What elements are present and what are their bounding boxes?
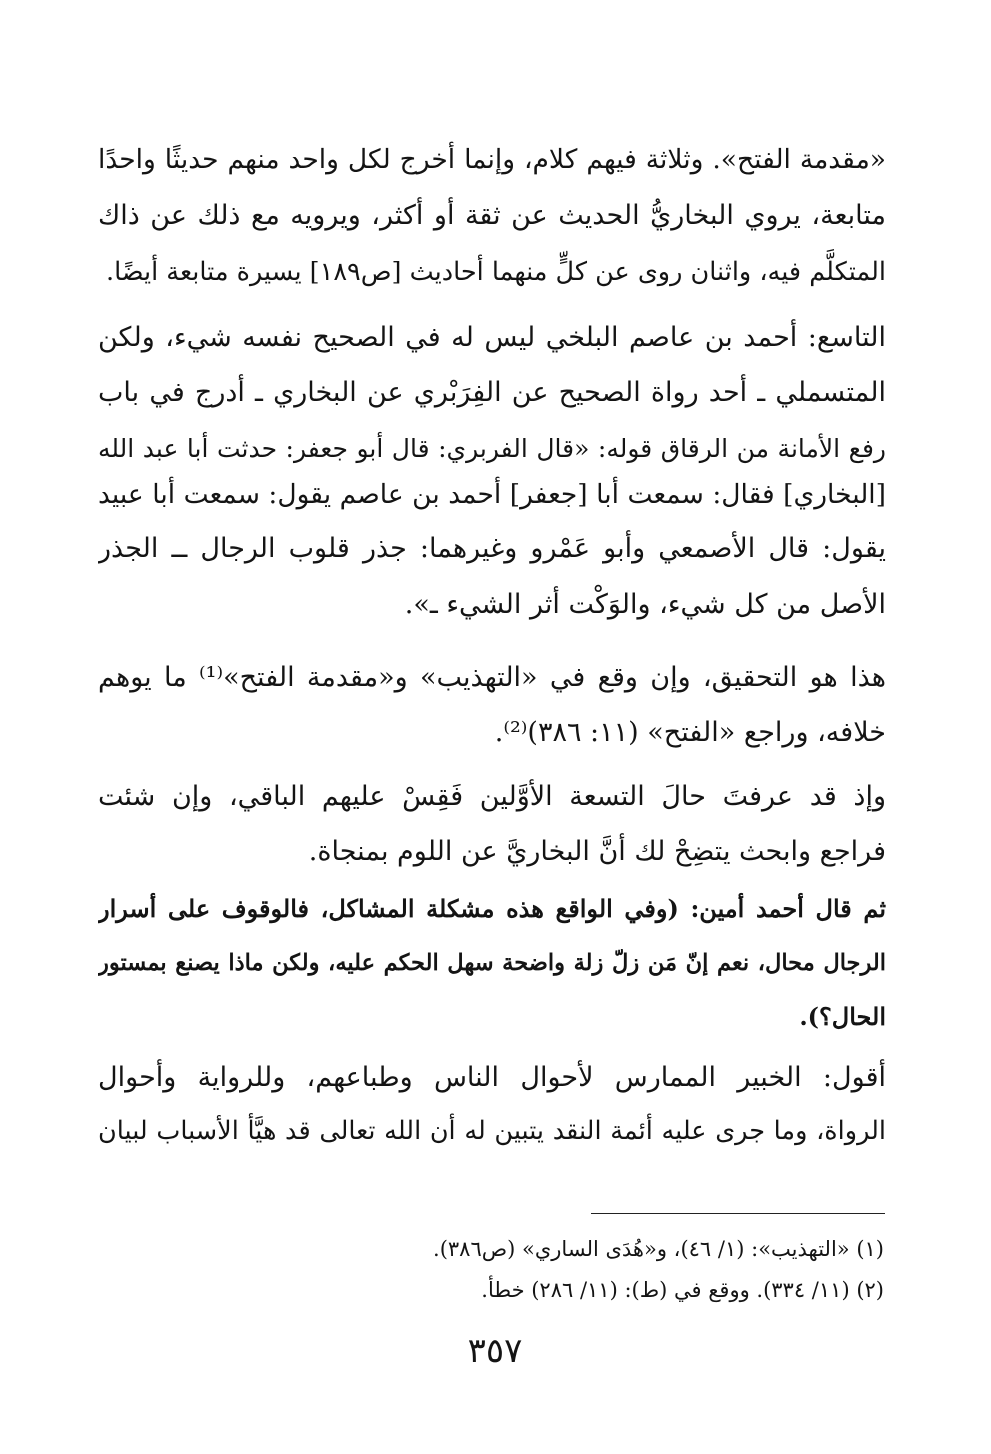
text-line: الرواة، وما جرى عليه أئمة النقد يتبين له أن الله تعالى قد هيَّأ الأسباب لبيان [98,1116,886,1146]
text-line: فراجع وابحث يتضِحْ لك أنَّ البخاريَّ عن اللوم بمنجاة. [308,836,886,867]
text-line: [البخاري] فقال: سمعت أبا [جعفر] أحمد بن عاصم يقول: سمعت أبا عبيد [98,479,886,510]
text-line: المتسملي ـ أحد رواة الصحيح عن الفِرَبْري عن البخاري ـ أدرج في باب [98,377,886,408]
text-line: يقول: قال الأصمعي وأبو عَمْرو وغيرهما: جذر قلوب الرجال ــ الجذر [98,533,886,564]
text-line: «مقدمة الفتح». وثلاثة فيهم كلام، وإنما أخرج لكل واحد منهم حديثًا واحدًا [98,144,886,175]
text-line: وإذ قد عرفتَ حالَ التسعة الأوَّلين فَقِسْ عليهم الباقي، وإن شئت [98,781,886,812]
page-number: ٣٥٧ [467,1331,523,1371]
footnote: (٢) (١١/ ٣٣٤). ووقع في (ط): (١١/ ٢٨٦) خطأ. [481,1278,884,1302]
text-line: الأصل من كل شيء، والوَكْت أثر الشيء ـ». [404,589,886,620]
text-line: التاسع: أحمد بن عاصم البلخي ليس له في الصحيح نفسه شيء، ولكن [98,322,886,353]
footnote: (١) «التهذيب»: (١/ ٤٦)، و«هُدَى الساري» (ص٣٨٦). [433,1237,884,1261]
text-line: هذا هو التحقيق، وإن وقع في «التهذيب» و«مقدمة الفتح»⁽¹⁾ ما يوهم [98,662,886,693]
text-line: خلافه، وراجع «الفتح» (١١: ٣٨٦)⁽²⁾. [494,717,886,748]
text-line: رفع الأمانة من الرقاق قوله: «قال الفربري: قال أبو جعفر: حدثت أبا عبد الله [98,434,886,463]
text-line: أقول: الخبير الممارس لأحوال الناس وطباعهم، وللرواية وأحوال [98,1062,886,1093]
text-line: المتكلَّم فيه، واثنان روى عن كلٍّ منهما أحاديث [ص١٨٩] يسيرة متابعة أيضًا. [106,257,886,287]
quote-line: الحال؟). [799,1002,886,1031]
quote-line: ثم قال أحمد أمين: (وفي الواقع هذه مشكلة المشاكل، فالوقوف على أسرار [98,894,886,923]
quote-line: الرجال محال، نعم إنّ مَن زلّ زلة واضحة سهل الحكم عليه، ولكن ماذا يصنع بمستور [98,950,886,976]
footnote-separator [591,1213,885,1214]
text-line: متابعة، يروي البخاريُّ الحديث عن ثقة أو أكثر، ويرويه مع ذلك عن ذاك [98,200,886,231]
